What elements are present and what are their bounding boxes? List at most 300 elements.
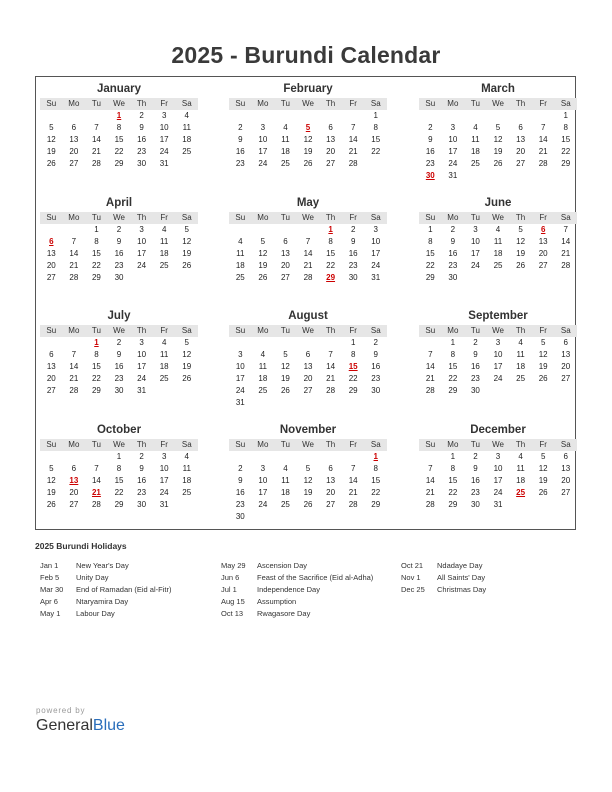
- week-row: [229, 146, 387, 158]
- month-name: May: [296, 197, 320, 209]
- day-cell: 12: [303, 476, 313, 485]
- day-cell: 31: [493, 500, 503, 509]
- day-cell: 9: [473, 464, 478, 473]
- week-row: [229, 463, 387, 475]
- day-cell: 11: [182, 464, 191, 473]
- holiday-item: [401, 584, 486, 596]
- week-row: [229, 236, 387, 248]
- empty-day-cell: [40, 224, 63, 236]
- day-cell: 9: [139, 123, 144, 132]
- day-cell: 22: [371, 147, 381, 156]
- day-cell: 14: [326, 362, 336, 371]
- empty-day-cell: [85, 110, 108, 122]
- month-name: June: [484, 197, 512, 209]
- weekday-header: Tu: [280, 326, 290, 335]
- day-cell: 28: [425, 386, 435, 395]
- holiday-day-cell: 25: [516, 488, 526, 497]
- empty-day-cell: [554, 272, 577, 284]
- day-cell: 18: [159, 362, 169, 371]
- weekday-header: Sa: [560, 326, 571, 335]
- day-cell: 20: [46, 261, 56, 270]
- day-cell: 8: [328, 237, 333, 246]
- day-cell: 4: [495, 225, 501, 234]
- weekday-header: Fr: [539, 326, 547, 335]
- holiday-date: Dec 25: [401, 585, 425, 594]
- holiday-day-cell: 15: [348, 362, 358, 371]
- day-cell: 10: [137, 237, 147, 246]
- day-cell: 5: [305, 464, 311, 473]
- day-cell: 2: [350, 225, 356, 234]
- week-row: [419, 487, 577, 499]
- week-row: [419, 236, 577, 248]
- empty-day-cell: [554, 170, 577, 182]
- day-cell: 21: [69, 261, 79, 270]
- day-cell: 6: [49, 350, 54, 359]
- weekday-header: Sa: [560, 440, 571, 449]
- powered-by-label: powered by: [36, 706, 86, 715]
- empty-day-cell: [464, 110, 487, 122]
- day-cell: 14: [69, 249, 79, 258]
- weekday-header-row: [40, 212, 198, 224]
- day-cell: 10: [493, 350, 503, 359]
- week-row: [419, 361, 577, 373]
- day-cell: 16: [137, 476, 147, 485]
- day-cell: 12: [493, 135, 503, 144]
- day-cell: 1: [94, 225, 99, 234]
- weekday-header-row: [229, 325, 387, 337]
- week-row: [40, 122, 198, 134]
- weekday-header: Sa: [370, 326, 381, 335]
- week-row: [229, 397, 387, 409]
- day-cell: 21: [425, 488, 435, 497]
- day-cell: 13: [46, 362, 56, 371]
- week-row: [40, 373, 198, 385]
- day-cell: 22: [91, 374, 101, 383]
- day-cell: 15: [448, 476, 458, 485]
- weekday-header: Th: [325, 440, 336, 449]
- week-row: [229, 122, 387, 134]
- weekday-header: Fr: [539, 99, 547, 108]
- month-september: [419, 309, 577, 397]
- week-row: [229, 451, 387, 463]
- empty-day-cell: [153, 385, 176, 397]
- day-cell: 9: [238, 135, 243, 144]
- week-row: [229, 499, 387, 511]
- day-cell: 18: [470, 147, 480, 156]
- holiday-name: Independence Day: [257, 585, 320, 594]
- day-cell: 19: [538, 476, 548, 485]
- weekday-header: Tu: [91, 99, 101, 108]
- weekday-header: Th: [325, 326, 336, 335]
- day-cell: 10: [258, 135, 268, 144]
- day-cell: 7: [428, 350, 433, 359]
- empty-day-cell: [297, 511, 320, 523]
- day-cell: 20: [280, 261, 290, 270]
- week-row: [419, 248, 577, 260]
- day-cell: 25: [280, 159, 290, 168]
- day-cell: 17: [159, 135, 169, 144]
- empty-day-cell: [532, 110, 555, 122]
- weekday-header-row: [40, 439, 198, 451]
- day-cell: 22: [448, 374, 458, 383]
- holiday-item: [221, 608, 373, 620]
- day-cell: 19: [46, 488, 56, 497]
- day-cell: 3: [450, 123, 456, 132]
- empty-day-cell: [297, 224, 320, 236]
- day-cell: 4: [184, 111, 189, 120]
- holiday-name: Feast of the Sacrifice (Eid al-Adha): [257, 573, 374, 582]
- weekday-header: Th: [325, 99, 336, 108]
- day-cell: 29: [91, 273, 101, 282]
- day-cell: 4: [283, 464, 288, 473]
- weekday-header: Mo: [257, 213, 269, 222]
- day-cell: 9: [373, 350, 378, 359]
- empty-day-cell: [63, 337, 86, 349]
- day-cell: 10: [137, 350, 147, 359]
- weekday-header: Th: [515, 440, 526, 449]
- day-cell: 5: [260, 237, 266, 246]
- weekday-header: Mo: [68, 326, 80, 335]
- day-cell: 23: [425, 159, 435, 168]
- weekday-header: Fr: [160, 213, 168, 222]
- day-cell: 9: [428, 135, 433, 144]
- week-row: [229, 158, 387, 170]
- empty-day-cell: [297, 110, 320, 122]
- week-row: [40, 349, 198, 361]
- day-cell: 8: [428, 237, 433, 246]
- empty-day-cell: [175, 385, 198, 397]
- day-cell: 4: [238, 237, 243, 246]
- weekday-header: Su: [46, 213, 57, 222]
- day-cell: 14: [303, 249, 313, 258]
- day-cell: 22: [326, 261, 336, 270]
- day-cell: 18: [258, 374, 268, 383]
- day-cell: 30: [371, 386, 381, 395]
- day-cell: 18: [280, 147, 290, 156]
- day-cell: 29: [114, 159, 124, 168]
- holiday-day-cell: 29: [326, 273, 336, 282]
- day-cell: 25: [159, 261, 169, 270]
- weekday-header: Tu: [280, 213, 290, 222]
- holiday-date: Mar 30: [40, 585, 64, 594]
- page-title: 2025 - Burundi Calendar: [171, 42, 441, 68]
- empty-day-cell: [252, 397, 275, 409]
- day-cell: 27: [561, 488, 571, 497]
- day-cell: 29: [448, 386, 458, 395]
- day-cell: 25: [182, 488, 192, 497]
- day-cell: 15: [561, 135, 571, 144]
- day-cell: 5: [540, 452, 546, 461]
- day-cell: 16: [448, 249, 458, 258]
- day-cell: 15: [448, 362, 458, 371]
- holiday-name: End of Ramadan (Eid al-Fitr): [76, 585, 172, 594]
- day-cell: 28: [425, 500, 435, 509]
- week-row: [229, 373, 387, 385]
- day-cell: 28: [69, 273, 79, 282]
- day-cell: 24: [137, 374, 147, 383]
- day-cell: 24: [493, 374, 503, 383]
- day-cell: 20: [326, 147, 336, 156]
- empty-day-cell: [229, 451, 252, 463]
- day-cell: 14: [425, 476, 435, 485]
- empty-day-cell: [509, 499, 532, 511]
- empty-day-cell: [40, 451, 63, 463]
- empty-day-cell: [153, 272, 176, 284]
- weekday-header: Th: [515, 213, 526, 222]
- day-cell: 13: [561, 350, 571, 359]
- week-row: [229, 134, 387, 146]
- week-row: [229, 511, 387, 523]
- holiday-date: Oct 21: [401, 561, 424, 570]
- day-cell: 18: [516, 476, 526, 485]
- day-cell: 16: [470, 362, 480, 371]
- day-cell: 13: [280, 249, 290, 258]
- weekday-header: We: [113, 440, 125, 449]
- week-row: [419, 146, 577, 158]
- day-cell: 27: [516, 159, 526, 168]
- day-cell: 21: [538, 147, 548, 156]
- day-cell: 23: [348, 261, 358, 270]
- holiday-item: [221, 596, 373, 608]
- day-cell: 14: [538, 135, 548, 144]
- day-cell: 22: [114, 488, 124, 497]
- day-cell: 24: [470, 261, 480, 270]
- day-cell: 21: [561, 249, 571, 258]
- day-cell: 27: [46, 386, 56, 395]
- day-cell: 11: [471, 135, 480, 144]
- day-cell: 5: [49, 123, 54, 132]
- day-cell: 25: [470, 159, 480, 168]
- holiday-name: Ascension Day: [257, 561, 308, 570]
- weekday-header: Tu: [470, 440, 480, 449]
- day-cell: 8: [450, 464, 456, 473]
- day-cell: 18: [159, 249, 169, 258]
- week-row: [229, 110, 387, 122]
- day-cell: 25: [159, 374, 169, 383]
- day-cell: 22: [348, 374, 358, 383]
- day-cell: 10: [493, 464, 503, 473]
- day-cell: 25: [235, 273, 245, 282]
- day-cell: 6: [328, 464, 333, 473]
- day-cell: 6: [71, 123, 77, 132]
- day-cell: 27: [69, 500, 79, 509]
- day-cell: 20: [326, 488, 336, 497]
- day-cell: 26: [46, 159, 56, 168]
- weekday-header: We: [302, 213, 314, 222]
- month-november: [229, 423, 387, 523]
- day-cell: 16: [470, 476, 480, 485]
- day-cell: 23: [114, 374, 124, 383]
- day-cell: 20: [561, 362, 571, 371]
- holiday-day-cell: 1: [328, 225, 333, 234]
- empty-day-cell: [297, 337, 320, 349]
- day-cell: 26: [493, 159, 503, 168]
- day-cell: 25: [493, 261, 503, 270]
- empty-day-cell: [509, 170, 532, 182]
- holiday-date: May 1: [40, 609, 61, 618]
- day-cell: 2: [428, 123, 433, 132]
- week-row: [40, 248, 198, 260]
- empty-day-cell: [532, 385, 555, 397]
- holiday-date: Jun 6: [221, 573, 240, 582]
- day-cell: 28: [348, 500, 358, 509]
- calendar-grid: [35, 76, 576, 530]
- weekday-header: We: [492, 326, 504, 335]
- day-cell: 26: [182, 374, 192, 383]
- day-cell: 12: [46, 476, 56, 485]
- day-cell: 13: [326, 476, 336, 485]
- week-row: [229, 487, 387, 499]
- holiday-item: [40, 608, 171, 620]
- empty-day-cell: [274, 451, 297, 463]
- day-cell: 9: [238, 476, 243, 485]
- weekday-header: Th: [515, 326, 526, 335]
- weekday-header: We: [113, 213, 125, 222]
- day-cell: 17: [258, 488, 268, 497]
- week-row: [419, 170, 577, 182]
- week-row: [229, 349, 387, 361]
- day-cell: 23: [137, 488, 147, 497]
- day-cell: 3: [161, 111, 167, 120]
- empty-day-cell: [487, 385, 510, 397]
- weekday-header: Th: [136, 99, 147, 108]
- day-cell: 22: [371, 488, 381, 497]
- weekday-header: Sa: [560, 99, 571, 108]
- day-cell: 6: [71, 464, 77, 473]
- empty-day-cell: [364, 397, 387, 409]
- day-cell: 19: [258, 261, 268, 270]
- weekday-header: Tu: [470, 99, 480, 108]
- week-row: [40, 134, 198, 146]
- day-cell: 6: [563, 338, 568, 347]
- generalblue-logo[interactable]: [36, 717, 125, 735]
- empty-day-cell: [85, 451, 108, 463]
- day-cell: 11: [160, 350, 169, 359]
- day-cell: 16: [114, 249, 124, 258]
- week-row: [419, 385, 577, 397]
- weekday-header: Sa: [370, 440, 381, 449]
- day-cell: 19: [493, 147, 503, 156]
- day-cell: 29: [561, 159, 571, 168]
- weekday-header: Th: [136, 326, 147, 335]
- weekday-header: Su: [235, 440, 246, 449]
- day-cell: 11: [160, 237, 169, 246]
- day-cell: 1: [450, 338, 456, 347]
- day-cell: 7: [94, 464, 99, 473]
- empty-day-cell: [252, 224, 275, 236]
- day-cell: 29: [371, 500, 381, 509]
- day-cell: 8: [94, 350, 99, 359]
- month-october: [40, 423, 198, 511]
- week-row: [229, 248, 387, 260]
- day-cell: 31: [137, 386, 147, 395]
- empty-day-cell: [175, 272, 198, 284]
- weekday-header: Th: [325, 213, 336, 222]
- day-cell: 21: [326, 374, 336, 383]
- day-cell: 22: [425, 261, 435, 270]
- month-august: [229, 309, 387, 409]
- holidays-column: [221, 560, 373, 620]
- day-cell: 16: [235, 147, 245, 156]
- day-cell: 4: [283, 123, 288, 132]
- week-row: [419, 337, 577, 349]
- empty-day-cell: [252, 110, 275, 122]
- day-cell: 30: [114, 386, 124, 395]
- day-cell: 26: [303, 500, 313, 509]
- week-row: [419, 122, 577, 134]
- day-cell: 27: [561, 374, 571, 383]
- day-cell: 13: [516, 135, 526, 144]
- day-cell: 17: [159, 476, 169, 485]
- empty-day-cell: [509, 110, 532, 122]
- week-row: [419, 134, 577, 146]
- week-row: [419, 463, 577, 475]
- day-cell: 18: [182, 476, 192, 485]
- brand-blue-text: Blue: [92, 717, 125, 734]
- weekday-header: Fr: [539, 213, 547, 222]
- day-cell: 20: [69, 147, 79, 156]
- week-row: [419, 110, 577, 122]
- week-row: [419, 260, 577, 272]
- day-cell: 10: [371, 237, 381, 246]
- weekday-header: We: [302, 326, 314, 335]
- holiday-item: [40, 596, 171, 608]
- day-cell: 10: [470, 237, 480, 246]
- week-row: [40, 224, 198, 236]
- empty-day-cell: [554, 499, 577, 511]
- holiday-item: [221, 572, 373, 584]
- week-row: [229, 385, 387, 397]
- day-cell: 29: [448, 500, 458, 509]
- month-name: January: [96, 83, 142, 95]
- holiday-day-cell: 5: [305, 123, 311, 132]
- day-cell: 6: [563, 452, 568, 461]
- day-cell: 28: [91, 500, 101, 509]
- empty-day-cell: [487, 170, 510, 182]
- weekday-header: We: [113, 99, 125, 108]
- day-cell: 12: [258, 249, 268, 258]
- day-cell: 9: [473, 350, 478, 359]
- week-row: [40, 110, 198, 122]
- weekday-header: Su: [235, 213, 246, 222]
- weekday-header: Tu: [91, 440, 101, 449]
- empty-day-cell: [40, 110, 63, 122]
- day-cell: 23: [137, 147, 147, 156]
- day-cell: 21: [348, 147, 358, 156]
- day-cell: 30: [137, 500, 147, 509]
- week-row: [419, 349, 577, 361]
- day-cell: 24: [137, 261, 147, 270]
- empty-day-cell: [274, 224, 297, 236]
- day-cell: 3: [373, 225, 378, 234]
- day-cell: 29: [91, 386, 101, 395]
- day-cell: 26: [46, 500, 56, 509]
- day-cell: 5: [283, 350, 288, 359]
- day-cell: 3: [260, 464, 266, 473]
- day-cell: 30: [470, 500, 480, 509]
- empty-day-cell: [442, 110, 465, 122]
- empty-day-cell: [40, 337, 63, 349]
- day-cell: 10: [448, 135, 458, 144]
- day-cell: 23: [235, 159, 245, 168]
- weekday-header: Tu: [470, 213, 480, 222]
- day-cell: 16: [235, 488, 245, 497]
- month-name: April: [105, 197, 133, 209]
- day-cell: 14: [69, 362, 79, 371]
- day-cell: 28: [326, 386, 336, 395]
- day-cell: 13: [561, 464, 571, 473]
- day-cell: 11: [281, 476, 290, 485]
